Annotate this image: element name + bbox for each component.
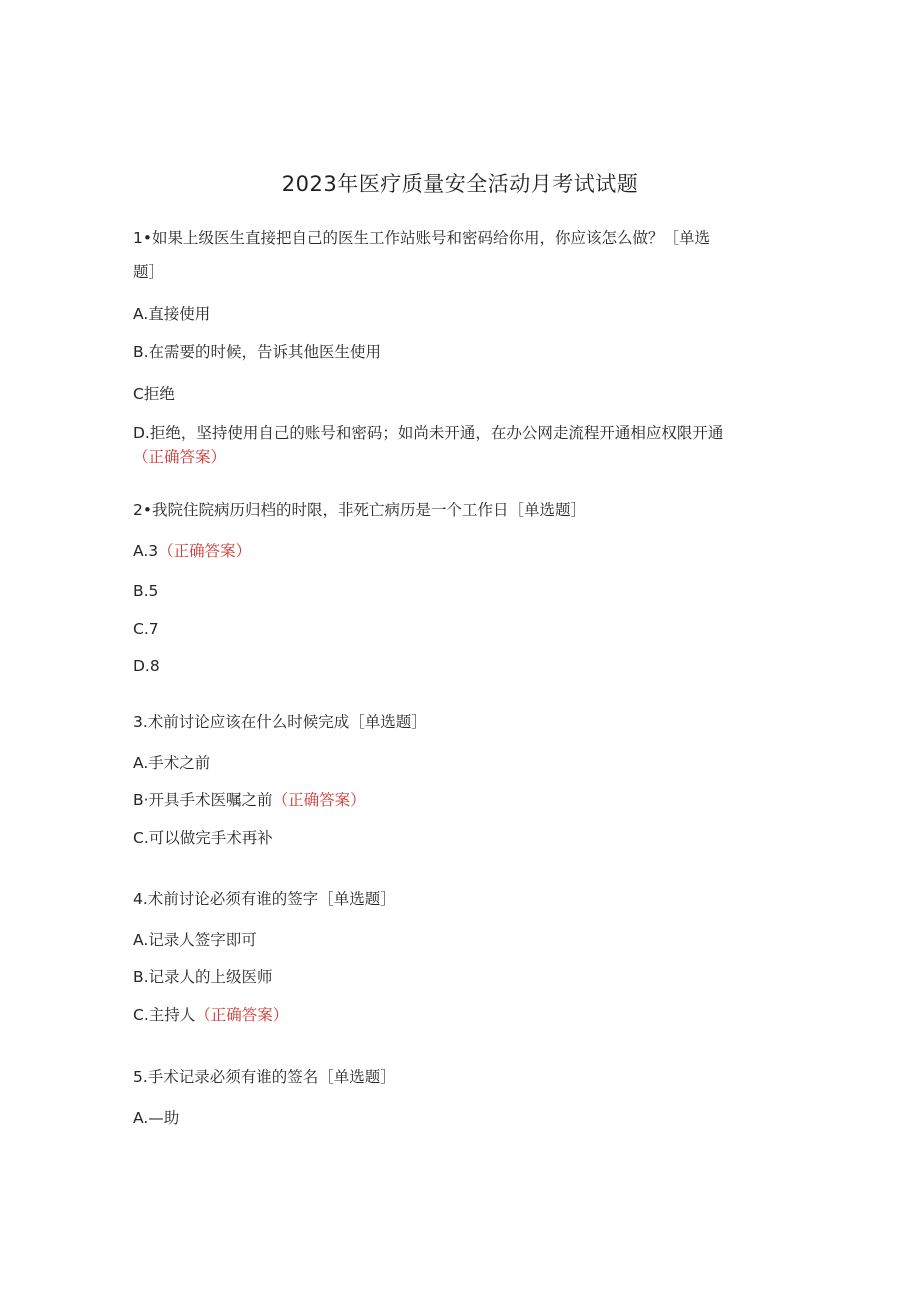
question-1-option-b: B.在需要的时候，告诉其他医生使用 bbox=[133, 343, 382, 361]
page-title: 2023年医疗质量安全活动月考试试题 bbox=[281, 172, 639, 196]
question-1-correct-answer-tag: （正确答案） bbox=[133, 448, 227, 466]
question-1-stem-line2: 题］ bbox=[133, 263, 165, 281]
question-3-option-b-text: B·开具手术医嘱之前 bbox=[133, 791, 273, 809]
question-2-option-d: D.8 bbox=[133, 657, 160, 675]
question-2-stem: 2•我院住院病历归档的时限，非死亡病历是一个工作日［单选题］ bbox=[133, 501, 587, 519]
question-5-stem: 5.手术记录必须有谁的签名［单选题］ bbox=[133, 1068, 396, 1086]
question-4-stem: 4.术前讨论必须有谁的签字［单选题］ bbox=[133, 890, 396, 908]
question-4-correct-answer-tag: （正确答案） bbox=[195, 1006, 289, 1024]
question-4-option-a: A.记录人签字即可 bbox=[133, 931, 257, 949]
question-4-option-c-text: C.主持人 bbox=[133, 1006, 196, 1024]
question-1-option-a: A.直接使用 bbox=[133, 305, 211, 323]
question-3-option-a: A.手术之前 bbox=[133, 754, 211, 772]
question-3-stem: 3.术前讨论应该在什么时候完成［单选题］ bbox=[133, 713, 427, 731]
question-3-option-b bbox=[133, 789, 366, 811]
question-4-option-c bbox=[133, 1004, 288, 1026]
question-2-option-a bbox=[133, 540, 251, 562]
question-5-option-a: A.—助 bbox=[133, 1109, 180, 1127]
question-2-option-b: B.5 bbox=[133, 582, 159, 600]
question-2-correct-answer-tag: （正确答案） bbox=[158, 542, 252, 560]
question-1-option-c: C拒绝 bbox=[133, 385, 175, 403]
question-3-option-c: C.可以做完手术再补 bbox=[133, 829, 273, 847]
question-2-option-a-text: A.3 bbox=[133, 542, 159, 560]
question-3-correct-answer-tag: （正确答案） bbox=[272, 791, 366, 809]
question-4-option-b: B.记录人的上级医师 bbox=[133, 968, 273, 986]
question-1-option-d: D.拒绝，坚持使用自己的账号和密码；如尚未开通，在办公网走流程开通相应权限开通 bbox=[133, 424, 724, 442]
question-1-stem-line1: 1•如果上级医生直接把自己的医生工作站账号和密码给你用，你应该怎么做？［单选 bbox=[133, 229, 711, 247]
question-2-option-c: C.7 bbox=[133, 620, 159, 638]
